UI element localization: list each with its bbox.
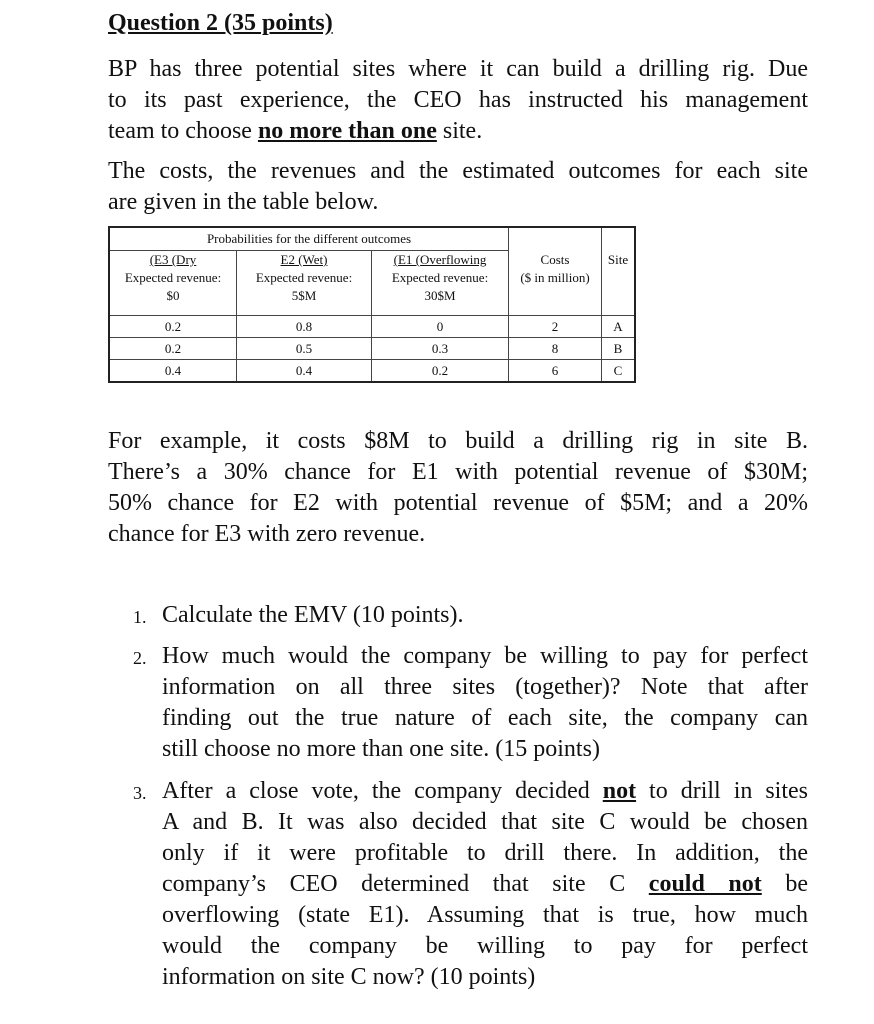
question-3-line-6: would the company be willing to pay for perfect [162,933,808,959]
header-site [602,251,636,316]
cell-e2: 0.5 [237,338,372,360]
e3-revenue-label: Expected revenue: [124,270,222,285]
table-intro-line-2: are given in the table below. [108,189,379,215]
cell-cost: 2 [509,316,602,338]
intro-line-2: to its past experience, the CEO has instructed his management [108,87,808,113]
question-3-line-4 [162,869,808,900]
example-line-2: There’s a 30% chance for E1 with potential revenue of $30M; [108,459,808,485]
emphasis-no-more-than-one: no more than one [257,118,437,144]
question-3-line-1-start: After a close vote, the company decided [162,778,603,804]
table-intro-line-1: The costs, the revenues and the estimated outcomes for each site [108,158,808,184]
e1-revenue-label: Expected revenue: [391,270,489,285]
question-3-line-1-end: to drill in sites [636,778,809,804]
question-2-number: 2. [133,648,147,668]
intro-paragraph [108,54,808,147]
question-1 [108,600,808,631]
question-1-line-1: Calculate the EMV (10 points). [162,602,464,628]
example-line-3: 50% chance for E2 with potential revenue of $5M; and a 20% [108,490,808,516]
cell-site: A [602,316,636,338]
e1-revenue: 30$M [424,288,456,303]
header-costs [509,251,602,316]
question-3-line-1 [162,776,808,807]
cell-e2: 0.8 [237,316,372,338]
cell-site: C [602,360,636,383]
intro-line-1: BP has three potential sites where it can build a drilling rig. Due [108,56,808,82]
intro-line-3-start: team to choose [108,118,258,144]
emphasis-could-not: could not [648,871,762,897]
cell-e1: 0 [372,316,509,338]
e3-name: (E3 (Dry [149,252,197,267]
question-3-line-3: only if it were profitable to drill there. In addition, the [162,840,808,866]
question-title: Question 2 (35 points) [108,10,333,36]
cell-site: B [602,338,636,360]
e2-revenue: 5$M [291,288,317,303]
question-2-line-3: finding out the true nature of each site, the company can [162,705,808,731]
e3-revenue: $0 [166,288,180,303]
table-intro-paragraph [108,156,808,218]
cell-e3: 0.2 [109,316,237,338]
questions-list [108,600,808,993]
cell-cost: 6 [509,360,602,383]
example-line-4: chance for E3 with zero revenue. [108,521,426,547]
cell-e3: 0.2 [109,338,237,360]
cell-e2: 0.4 [237,360,372,383]
intro-line-3 [108,116,808,147]
e1-name: (E1 (Overflowing [393,252,487,267]
outcomes-table [108,226,636,383]
emphasis-not: not [602,778,637,804]
site-label: Site [607,251,629,267]
table-row [109,360,635,383]
cell-cost: 8 [509,338,602,360]
e2-name: E2 (Wet) [280,252,328,267]
question-3-number: 3. [133,783,147,803]
header-e3 [109,251,237,316]
cell-e1: 0.3 [372,338,509,360]
e2-revenue-label: Expected revenue: [255,270,353,285]
cell-e1: 0.2 [372,360,509,383]
question-3-line-4-start: company’s CEO determined that site C [162,871,649,897]
question-1-number: 1. [133,607,147,627]
question-3 [108,776,808,993]
question-2-line-2: information on all three sites (together)? Note that after [162,674,808,700]
probabilities-header: Probabilities for the different outcomes [109,227,509,251]
question-2-line-1: How much would the company be willing to pay for perfect [162,643,808,669]
table-row [109,338,635,360]
example-paragraph [108,426,808,550]
table-row [109,316,635,338]
intro-line-3-end: site. [436,118,483,144]
header-e2 [237,251,372,316]
question-3-line-2: A and B. It was also decided that site C would be chosen [162,809,808,835]
question-3-line-4-end: be [761,871,808,897]
question-2-line-4: still choose no more than one site. (15 points) [162,736,600,762]
question-2 [108,641,808,765]
costs-label: Costs [540,251,570,267]
cell-e3: 0.4 [109,360,237,383]
question-3-line-7: information on site C now? (10 points) [162,964,536,990]
costs-unit: ($ in million) [520,269,590,285]
question-3-line-5: overflowing (state E1). Assuming that is true, how much [162,902,808,928]
example-line-1: For example, it costs $8M to build a drilling rig in site B. [108,428,808,454]
header-e1 [372,251,509,316]
